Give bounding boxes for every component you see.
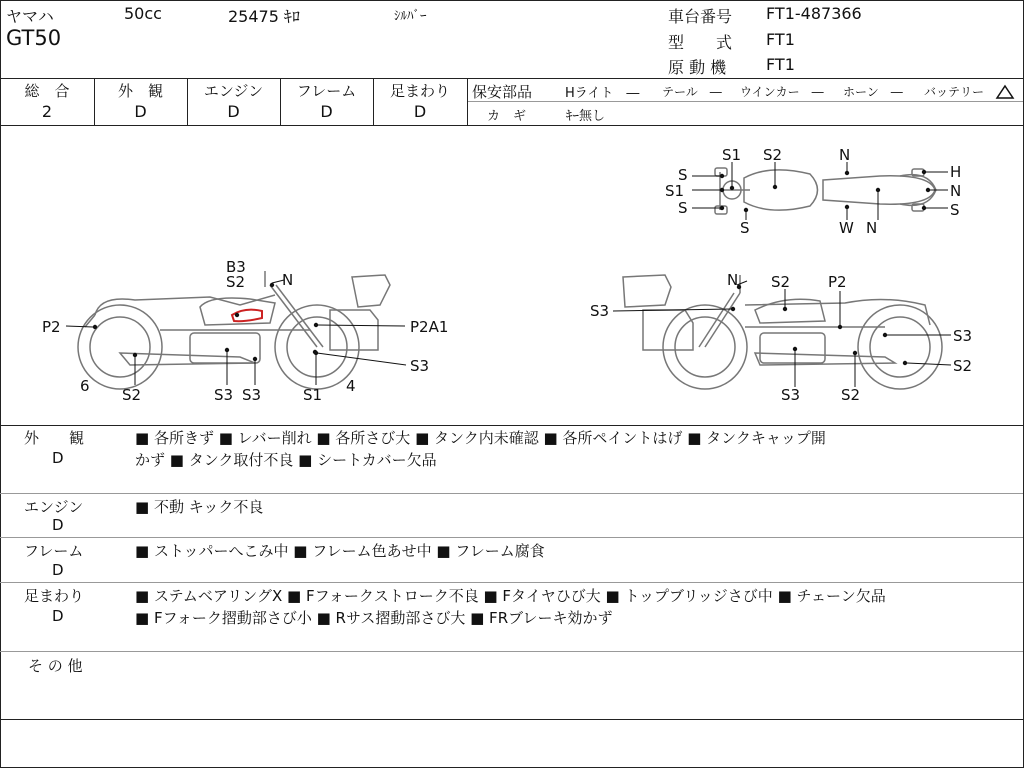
remark-exterior-label: 外 観 [24,429,85,447]
displacement: 50cc [124,4,162,23]
model-name: GT50 [6,26,62,50]
grade-engine-value: D [227,102,240,121]
left-label: B3 [226,258,246,276]
top-label: S [678,166,688,184]
top-label: N [839,146,851,164]
safety-tail: テール ― [662,85,722,99]
top-label: S [950,201,960,219]
safety-winker: ウインカー ― [740,85,824,99]
right-label: S2 [841,386,861,404]
left-side-diagram [40,255,470,405]
remark-suspension-line1: ■ ステムベアリングX ■ Fフォークストローク不良 ■ Fタイヤひび大 ■ トップブリッジさび中 ■ チェーン欠品 [135,587,886,605]
top-label: H [950,163,962,181]
right-label: N [727,271,739,289]
safety-headlight: Hライト ― [565,86,640,101]
left-label: S3 [242,386,262,404]
left-label: S1 [303,386,323,404]
grade-exterior-value: D [134,102,147,121]
grade-suspension-label: 足まわり [389,82,450,100]
color: ｼﾙﾊﾞｰ [394,9,427,24]
grade-total-label: 総 合 [24,82,70,100]
maker: ヤマハ [6,7,54,26]
left-label: 6 [80,377,90,395]
left-label: N [282,271,294,289]
top-label: N [950,182,962,200]
divider [467,101,1023,102]
mileage: 25475 ｷﾛ [228,7,300,26]
frame-no: FT1-487366 [766,4,862,23]
frame-no-label: 車台番号 [668,7,733,26]
divider [0,125,1023,126]
left-label: 4 [346,377,356,395]
right-label: S2 [953,357,973,375]
right-label: S3 [781,386,801,404]
remark-frame-grade: D [52,561,64,579]
remark-exterior-grade: D [52,449,64,467]
safety-battery: バッテリー [924,85,985,99]
grade-engine-label: エンジン [203,82,264,100]
remark-exterior-line2: かず ■ タンク取付不良 ■ シートカバー欠品 [135,451,437,469]
type-value: FT1 [766,30,795,49]
key-value: ｷｰ無し [566,109,606,124]
divider [0,537,1023,538]
right-label: S3 [590,302,610,320]
grade-suspension-value: D [413,102,427,121]
top-label: S [740,219,750,237]
right-side-diagram [585,265,985,410]
key-label: カ ギ [487,109,527,124]
remark-exterior-line1: ■ 各所きず ■ レバー削れ ■ 各所さび大 ■ タンク内未確認 ■ 各所ペイントはげ ■ タンクキャップ開 [135,429,826,447]
remark-engine-grade: D [52,516,64,534]
divider [0,582,1023,583]
grade-frame-label: フレーム [296,82,357,100]
other-label: そ の 他 [28,657,83,675]
left-label: S2 [226,273,246,291]
right-label: S2 [771,273,791,291]
remark-engine-line1: ■ 不動 キック不良 [135,498,264,516]
left-label: S3 [214,386,234,404]
left-label: S2 [122,386,142,404]
triangle-icon [996,85,1014,99]
type-label: 型 式 [668,33,733,52]
grade-frame-value: D [320,102,333,121]
left-label: P2 [42,318,61,336]
remark-suspension-grade: D [52,607,64,625]
top-label: N [866,219,878,237]
remark-frame-label: フレーム [24,542,84,560]
top-label: W [839,219,854,237]
top-label: S1 [722,146,742,164]
divider [0,493,1023,494]
engine-model-label: 原 動 機 [668,58,727,77]
divider [0,651,1023,652]
divider [0,78,1023,79]
divider [0,719,1023,720]
grade-exterior-label: 外 観 [117,82,163,100]
top-label: S [678,199,688,217]
remark-suspension-line2: ■ Fフォーク摺動部さび小 ■ Rサス摺動部さび大 ■ FRブレーキ効かず [135,609,613,627]
left-label: P2A1 [410,318,449,336]
remark-frame-line1: ■ ストッパーへこみ中 ■ フレーム色あせ中 ■ フレーム腐食 [135,542,545,560]
remark-suspension-label: 足まわり [24,587,85,605]
safety-label: 保安部品 [472,83,533,101]
remark-engine-label: エンジン [24,498,84,516]
top-label: S1 [665,182,685,200]
divider [0,425,1023,426]
top-label: S2 [763,146,783,164]
divider [467,78,468,125]
safety-horn: ホーン ― [843,85,903,99]
engine-model-value: FT1 [766,55,795,74]
right-label: P2 [828,273,847,291]
top-view-diagram [660,140,980,240]
right-label: S3 [953,327,973,345]
left-label: S3 [410,357,430,375]
grade-total-value: 2 [41,102,53,121]
